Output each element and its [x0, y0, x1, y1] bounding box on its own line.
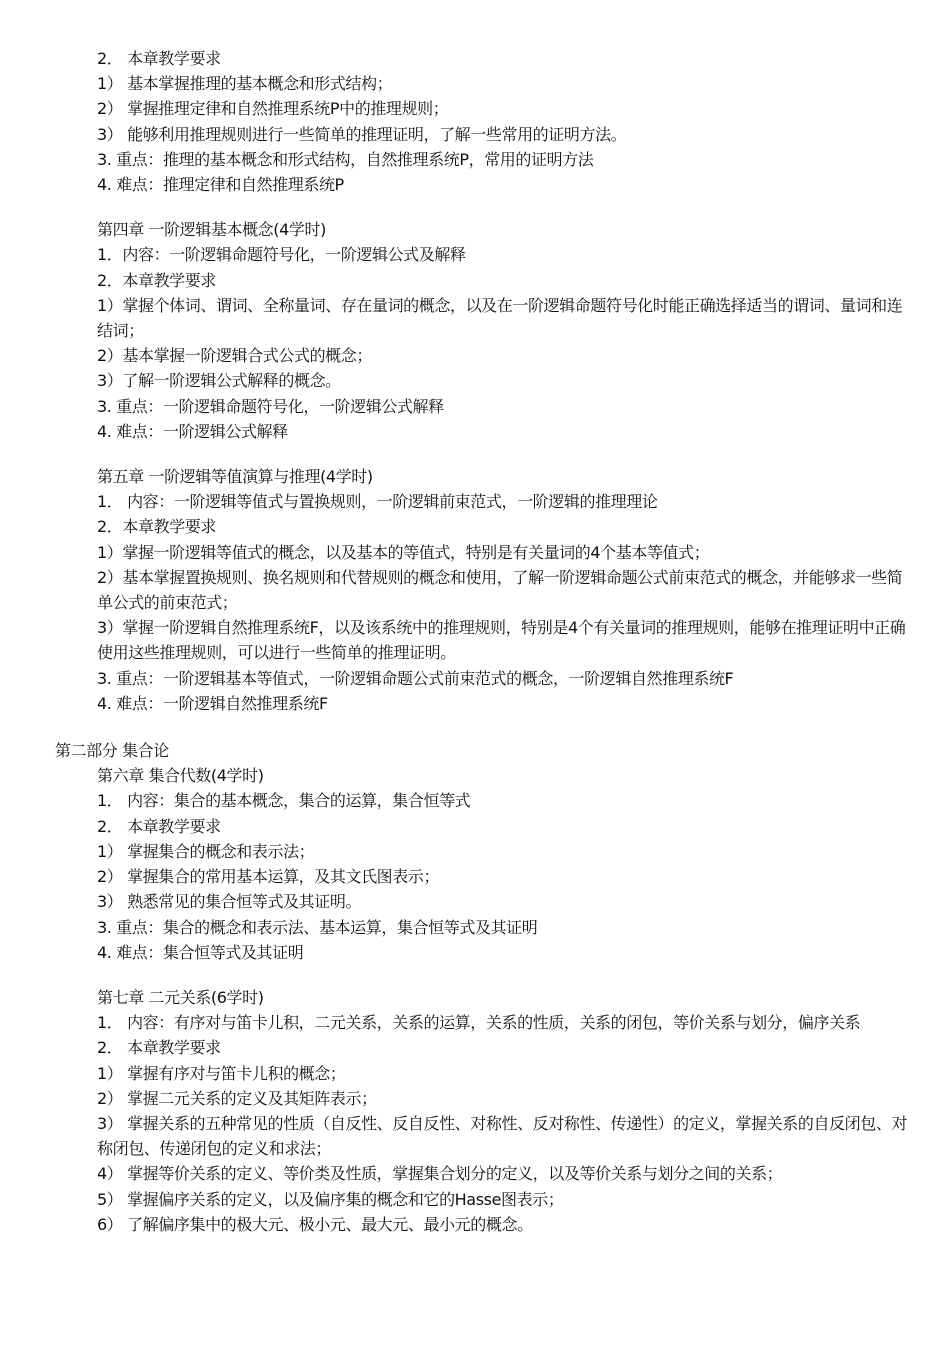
ch6-difficulties: 4. 难点：集合恒等式及其证明: [97, 942, 304, 962]
ch4-difficulties: 4. 难点：一阶逻辑公式解释: [97, 421, 288, 441]
chapter-3-section: [97, 46, 915, 197]
chapter-title: 第五章 一阶逻辑等值演算与推理(4学时): [97, 467, 373, 487]
chapter-7-section: [97, 985, 915, 1237]
ch7-req-heading: 2． 本章教学要求: [97, 1038, 221, 1058]
ch6-key-points: 3. 重点：集合的概念和表示法、基本运算，集合恒等式及其证明: [97, 917, 538, 937]
ch3-difficulties: 4. 难点：推理定律和自然推理系统P: [97, 175, 344, 195]
ch3-req-1: 1） 基本掌握推理的基本概念和形式结构；: [97, 74, 393, 94]
ch6-req-3: 3） 熟悉常见的集合恒等式及其证明。: [97, 892, 362, 912]
ch7-req-6: 6） 了解偏序集中的极大元、极小元、最大元、最小元的概念。: [97, 1214, 533, 1234]
ch5-req-1: 1）掌握一阶逻辑等值式的概念，以及基本的等值式，特别是有关量词的4个基本等值式；: [97, 542, 710, 562]
ch7-req-5: 5） 掌握偏序关系的定义，以及偏序集的概念和它的Hasse图表示；: [97, 1189, 564, 1209]
ch4-req-heading: 2．本章教学要求: [97, 270, 216, 290]
part-title: 第二部分 集合论: [55, 741, 169, 761]
ch5-req-3: 3）掌握一阶逻辑自然推理系统F，以及该系统中的推理规则，特别是4个有关量词的推理规则，能够在推理证明中正确使用这些推理规则，可以进行一些简单的推理证明。: [97, 618, 906, 663]
ch3-req-heading: 2． 本章教学要求: [97, 49, 221, 68]
ch7-req-4: 4） 掌握等价关系的定义、等价类及性质，掌握集合划分的定义，以及等价关系与划分之间的关系；: [97, 1164, 783, 1184]
ch5-difficulties: 4. 难点：一阶逻辑自然推理系统F: [97, 693, 328, 713]
part-2-section: [55, 738, 915, 1237]
ch5-req-heading: 2．本章教学要求: [97, 517, 216, 537]
ch4-req-2: 2）基本掌握一阶逻辑合式公式的概念；: [97, 346, 372, 366]
ch6-content: 1． 内容：集合的基本概念，集合的运算，集合恒等式: [97, 791, 471, 811]
chapter-6-section: [97, 763, 915, 965]
ch5-content: 1． 内容：一阶逻辑等值式与置换规则，一阶逻辑前束范式，一阶逻辑的推理理论: [97, 492, 658, 512]
ch7-req-1: 1） 掌握有序对与笛卡儿积的概念；: [97, 1063, 346, 1083]
ch6-req-heading: 2． 本章教学要求: [97, 816, 221, 836]
ch3-req-2: 2） 掌握推理定律和自然推理系统P中的推理规则；: [97, 99, 449, 119]
ch3-req-3: 3） 能够利用推理规则进行一些简单的推理证明，了解一些常用的证明方法。: [97, 124, 627, 144]
ch6-req-1: 1） 掌握集合的概念和表示法；: [97, 841, 315, 861]
chapter-5-section: [97, 464, 915, 716]
document-body: [55, 46, 915, 1237]
ch7-req-3: 3） 掌握关系的五种常见的性质（自反性、反自反性、对称性、反对称性、传递性）的定义，掌握关系的自反闭包、对称闭包、传递闭包的定义和求法；: [97, 1113, 908, 1159]
chapter-title: 第七章 二元关系(6学时): [97, 987, 264, 1007]
ch5-req-2: 2）基本掌握置换规则、换名规则和代替规则的概念和使用，了解一阶逻辑命题公式前束范式的概念，并能够求一些简单公式的前束范式；: [97, 567, 903, 613]
ch5-key-points: 3. 重点：一阶逻辑基本等值式，一阶逻辑命题公式前束范式的概念，一阶逻辑自然推理系统F: [97, 668, 734, 688]
ch7-req-2: 2） 掌握二元关系的定义及其矩阵表示；: [97, 1088, 377, 1108]
ch4-req-3: 3）了解一阶逻辑公式解释的概念。: [97, 371, 341, 391]
ch4-content: 1．内容：一阶逻辑命题符号化，一阶逻辑公式及解释: [97, 245, 466, 265]
chapter-title: 第四章 一阶逻辑基本概念(4学时): [97, 220, 326, 240]
ch4-req-1: 1）掌握个体词、谓词、全称量词、存在量词的概念，以及在一阶逻辑命题符号化时能正确选择适当的谓词、量词和连结词；: [97, 295, 903, 341]
ch6-req-2: 2） 掌握集合的常用基本运算，及其文氏图表示；: [97, 867, 440, 887]
ch3-key-points: 3. 重点：推理的基本概念和形式结构，自然推理系统P，常用的证明方法: [97, 149, 594, 169]
chapter-title: 第六章 集合代数(4学时): [97, 766, 264, 786]
ch4-key-points: 3. 重点：一阶逻辑命题符号化，一阶逻辑公式解释: [97, 396, 444, 416]
chapter-4-section: [97, 217, 915, 444]
ch7-content: 1． 内容：有序对与笛卡儿积，二元关系，关系的运算，关系的性质，关系的闭包，等价关系与划分，偏序关系: [97, 1013, 861, 1033]
